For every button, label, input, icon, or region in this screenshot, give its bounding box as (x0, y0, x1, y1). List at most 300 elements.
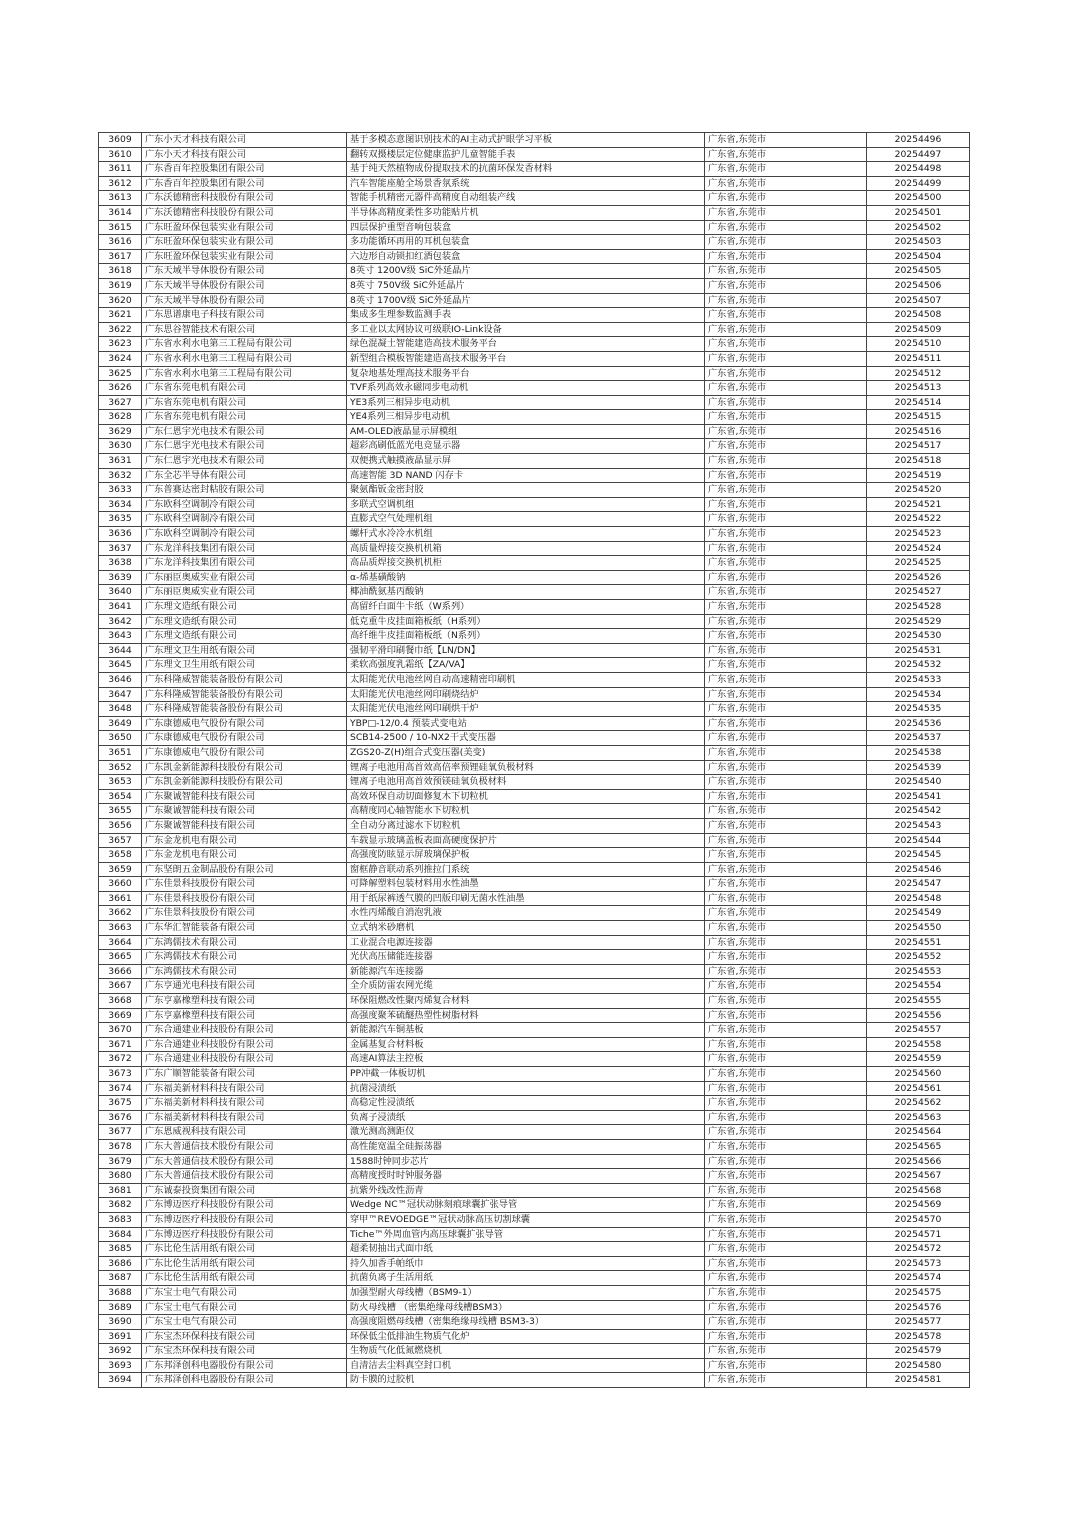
region-cell: 广东省,东莞市 (705, 614, 867, 629)
company-name-cell: 广东全芯半导体有限公司 (142, 468, 347, 483)
table-row (99, 891, 970, 906)
table-row (99, 483, 970, 498)
product-name-cell: 高留纤白面牛卡纸（W系列） (347, 600, 705, 615)
company-name-cell: 广东旺盈环保包装实业有限公司 (142, 220, 347, 235)
region-cell: 广东省,东莞市 (705, 424, 867, 439)
region-cell: 广东省,东莞市 (705, 1139, 867, 1154)
company-name-cell: 广东福美新材料科技有限公司 (142, 1110, 347, 1125)
product-name-cell: 复杂地基处理高技术服务平台 (347, 366, 705, 381)
table-row (99, 906, 970, 921)
company-name-cell: 广东鸿儒技术有限公司 (142, 935, 347, 950)
region-cell: 广东省,东莞市 (705, 541, 867, 556)
code-cell: 20254577 (867, 1315, 970, 1330)
serial-number-cell: 3633 (99, 483, 142, 498)
region-cell: 广东省,东莞市 (705, 1067, 867, 1082)
serial-number-cell: 3616 (99, 235, 142, 250)
region-cell: 广东省,东莞市 (705, 760, 867, 775)
product-name-cell: 8英寸 1700V级 SiC外延晶片 (347, 293, 705, 308)
product-name-cell: 六边形自动锁扣红酒包装盒 (347, 249, 705, 264)
serial-number-cell: 3675 (99, 1096, 142, 1111)
product-name-cell: 锂离子电池用高首效高倍率预锂硅氧负极材料 (347, 760, 705, 775)
table-row (99, 468, 970, 483)
code-cell: 20254554 (867, 979, 970, 994)
region-cell: 广东省,东莞市 (705, 1169, 867, 1184)
code-cell: 20254536 (867, 716, 970, 731)
product-name-cell: 高效环保自动切面修复木下切粒机 (347, 789, 705, 804)
company-name-cell: 广东恩威视科技有限公司 (142, 1125, 347, 1140)
region-cell: 广东省,东莞市 (705, 147, 867, 162)
company-name-cell: 广东省东莞电机有限公司 (142, 395, 347, 410)
region-cell: 广东省,东莞市 (705, 789, 867, 804)
code-cell: 20254550 (867, 921, 970, 936)
company-name-cell: 广东大普通信技术股份有限公司 (142, 1154, 347, 1169)
serial-number-cell: 3680 (99, 1169, 142, 1184)
table-row (99, 381, 970, 396)
product-name-cell: 低克重牛皮挂面箱板纸（H系列） (347, 614, 705, 629)
table-row (99, 1139, 970, 1154)
table-row (99, 439, 970, 454)
region-cell: 广东省,东莞市 (705, 1344, 867, 1359)
product-name-cell: 用于纸尿裤透气膜的凹版印刷无菌水性油墨 (347, 891, 705, 906)
region-cell: 广东省,东莞市 (705, 702, 867, 717)
product-name-cell: 太阳能光伏电池丝网自动高速精密印刷机 (347, 672, 705, 687)
product-name-cell: 1588时钟同步芯片 (347, 1154, 705, 1169)
region-cell: 广东省,东莞市 (705, 1183, 867, 1198)
company-name-cell: 广东普赛达密封粘胶有限公司 (142, 483, 347, 498)
table-row (99, 672, 970, 687)
region-cell: 广东省,东莞市 (705, 1227, 867, 1242)
product-name-cell: PP冲截一体板切机 (347, 1067, 705, 1082)
table-row (99, 760, 970, 775)
table-row (99, 264, 970, 279)
region-cell: 广东省,东莞市 (705, 672, 867, 687)
region-cell: 广东省,东莞市 (705, 921, 867, 936)
code-cell: 20254556 (867, 1008, 970, 1023)
company-name-cell: 广东小天才科技有限公司 (142, 133, 347, 148)
company-name-cell: 广东仁恩宇光电技术有限公司 (142, 424, 347, 439)
company-name-cell: 广东欧科空调制冷有限公司 (142, 512, 347, 527)
code-cell: 20254558 (867, 1037, 970, 1052)
table-row (99, 366, 970, 381)
code-cell: 20254541 (867, 789, 970, 804)
code-cell: 20254518 (867, 454, 970, 469)
product-name-cell: 金属基复合材料板 (347, 1037, 705, 1052)
serial-number-cell: 3656 (99, 818, 142, 833)
product-name-cell: 高精度同心轴智能水下切粒机 (347, 804, 705, 819)
code-cell: 20254539 (867, 760, 970, 775)
table-row (99, 570, 970, 585)
product-name-cell: 立式纳米砂磨机 (347, 921, 705, 936)
product-name-cell: 智能手机精密元器件高精度自动组装产线 (347, 191, 705, 206)
serial-number-cell: 3669 (99, 1008, 142, 1023)
table-row (99, 979, 970, 994)
serial-number-cell: 3691 (99, 1329, 142, 1344)
serial-number-cell: 3615 (99, 220, 142, 235)
code-cell: 20254579 (867, 1344, 970, 1359)
table-row (99, 1154, 970, 1169)
code-cell: 20254496 (867, 133, 970, 148)
company-name-cell: 广东聚诚智能科技有限公司 (142, 789, 347, 804)
company-name-cell: 广东宝士电气有限公司 (142, 1300, 347, 1315)
product-name-cell: 高强度聚苯硫醚热塑性树脂材料 (347, 1008, 705, 1023)
code-cell: 20254569 (867, 1198, 970, 1213)
table-row (99, 454, 970, 469)
serial-number-cell: 3688 (99, 1285, 142, 1300)
product-name-cell: 高稳定性浸渍纸 (347, 1096, 705, 1111)
serial-number-cell: 3686 (99, 1256, 142, 1271)
product-name-cell: 可降解塑料包装材料用水性油墨 (347, 877, 705, 892)
table-row (99, 1242, 970, 1257)
product-name-cell: 翻转双摄楼层定位健康监护儿童智能手表 (347, 147, 705, 162)
company-name-cell: 广东聚诚智能科技有限公司 (142, 804, 347, 819)
serial-number-cell: 3678 (99, 1139, 142, 1154)
code-cell: 20254503 (867, 235, 970, 250)
table-row (99, 497, 970, 512)
product-name-cell: 太阳能光伏电池丝网印刷烘干炉 (347, 702, 705, 717)
table-body (99, 133, 970, 1388)
product-name-cell: 工业混合电源连接器 (347, 935, 705, 950)
product-name-cell: 双便携式触摸液晶显示屏 (347, 454, 705, 469)
serial-number-cell: 3672 (99, 1052, 142, 1067)
serial-number-cell: 3611 (99, 162, 142, 177)
code-cell: 20254531 (867, 643, 970, 658)
code-cell: 20254500 (867, 191, 970, 206)
company-name-cell: 广东理文造纸有限公司 (142, 600, 347, 615)
table-row (99, 1300, 970, 1315)
serial-number-cell: 3670 (99, 1023, 142, 1038)
company-name-cell: 广东合通建业科技股份有限公司 (142, 1052, 347, 1067)
product-name-cell: 全介质防雷农网光缆 (347, 979, 705, 994)
region-cell: 广东省,东莞市 (705, 1037, 867, 1052)
serial-number-cell: 3629 (99, 424, 142, 439)
code-cell: 20254498 (867, 162, 970, 177)
table-row (99, 322, 970, 337)
serial-number-cell: 3642 (99, 614, 142, 629)
code-cell: 20254559 (867, 1052, 970, 1067)
table-row (99, 818, 970, 833)
product-name-cell: 全自动分离过滤水下切粒机 (347, 818, 705, 833)
serial-number-cell: 3610 (99, 147, 142, 162)
serial-number-cell: 3622 (99, 322, 142, 337)
table-row (99, 614, 970, 629)
table-row (99, 1067, 970, 1082)
product-name-cell: 超柔韧抽出式面巾纸 (347, 1242, 705, 1257)
serial-number-cell: 3617 (99, 249, 142, 264)
company-name-cell: 广东金龙机电有限公司 (142, 848, 347, 863)
product-name-cell: 抗紫外线改性沥青 (347, 1183, 705, 1198)
code-cell: 20254571 (867, 1227, 970, 1242)
company-name-cell: 广东广顺智能装备有限公司 (142, 1067, 347, 1082)
company-name-cell: 广东丽臣奥威实业有限公司 (142, 585, 347, 600)
serial-number-cell: 3663 (99, 921, 142, 936)
table-row (99, 804, 970, 819)
table-row (99, 176, 970, 191)
serial-number-cell: 3636 (99, 527, 142, 542)
serial-number-cell: 3694 (99, 1373, 142, 1388)
serial-number-cell: 3673 (99, 1067, 142, 1082)
region-cell: 广东省,东莞市 (705, 716, 867, 731)
code-cell: 20254528 (867, 600, 970, 615)
serial-number-cell: 3660 (99, 877, 142, 892)
table-row (99, 527, 970, 542)
product-name-cell: 生物质气化低氮燃烧机 (347, 1344, 705, 1359)
company-name-cell: 广东博迈医疗科技股份有限公司 (142, 1227, 347, 1242)
code-cell: 20254580 (867, 1358, 970, 1373)
serial-number-cell: 3637 (99, 541, 142, 556)
serial-number-cell: 3626 (99, 381, 142, 396)
company-name-cell: 广东博迈医疗科技股份有限公司 (142, 1212, 347, 1227)
serial-number-cell: 3646 (99, 672, 142, 687)
region-cell: 广东省,东莞市 (705, 585, 867, 600)
serial-number-cell: 3668 (99, 994, 142, 1009)
code-cell: 20254521 (867, 497, 970, 512)
region-cell: 广东省,东莞市 (705, 454, 867, 469)
region-cell: 广东省,东莞市 (705, 950, 867, 965)
serial-number-cell: 3639 (99, 570, 142, 585)
region-cell: 广东省,东莞市 (705, 220, 867, 235)
company-name-cell: 广东宝杰环保科技有限公司 (142, 1344, 347, 1359)
region-cell: 广东省,东莞市 (705, 1023, 867, 1038)
code-cell: 20254551 (867, 935, 970, 950)
table-row (99, 1358, 970, 1373)
region-cell: 广东省,东莞市 (705, 191, 867, 206)
company-name-cell: 广东理文造纸有限公司 (142, 629, 347, 644)
product-name-cell: 环保阻燃改性聚丙烯复合材料 (347, 994, 705, 1009)
serial-number-cell: 3632 (99, 468, 142, 483)
serial-number-cell: 3619 (99, 278, 142, 293)
region-cell: 广东省,东莞市 (705, 308, 867, 323)
region-cell: 广东省,东莞市 (705, 133, 867, 148)
code-cell: 20254499 (867, 176, 970, 191)
region-cell: 广东省,东莞市 (705, 1315, 867, 1330)
region-cell: 广东省,东莞市 (705, 337, 867, 352)
serial-number-cell: 3631 (99, 454, 142, 469)
table-row (99, 1096, 970, 1111)
table-row (99, 220, 970, 235)
region-cell: 广东省,东莞市 (705, 1373, 867, 1388)
table-row (99, 351, 970, 366)
region-cell: 广东省,东莞市 (705, 1271, 867, 1286)
region-cell: 广东省,东莞市 (705, 1256, 867, 1271)
product-name-cell: 车载显示玻璃盖板表面高硬度保护片 (347, 833, 705, 848)
serial-number-cell: 3683 (99, 1212, 142, 1227)
table-row (99, 629, 970, 644)
code-cell: 20254567 (867, 1169, 970, 1184)
product-name-cell: 防卡膜的过胶机 (347, 1373, 705, 1388)
code-cell: 20254526 (867, 570, 970, 585)
product-name-cell: 锂离子电池用高首效预镁硅氧负极材料 (347, 775, 705, 790)
serial-number-cell: 3647 (99, 687, 142, 702)
region-cell: 广东省,东莞市 (705, 410, 867, 425)
company-name-cell: 广东天域半导体股份有限公司 (142, 264, 347, 279)
company-name-cell: 广东宝士电气有限公司 (142, 1285, 347, 1300)
code-cell: 20254504 (867, 249, 970, 264)
code-cell: 20254570 (867, 1212, 970, 1227)
region-cell: 广东省,东莞市 (705, 468, 867, 483)
serial-number-cell: 3667 (99, 979, 142, 994)
product-name-cell: 半导体高精度柔性多功能贴片机 (347, 205, 705, 220)
table-row (99, 1008, 970, 1023)
company-name-cell: 广东佳景科技股份有限公司 (142, 906, 347, 921)
product-name-cell: 多联式空调机组 (347, 497, 705, 512)
region-cell: 广东省,东莞市 (705, 1212, 867, 1227)
table-row (99, 775, 970, 790)
table-row (99, 205, 970, 220)
region-cell: 广东省,东莞市 (705, 643, 867, 658)
region-cell: 广东省,东莞市 (705, 629, 867, 644)
company-name-cell: 广东省水利水电第三工程局有限公司 (142, 337, 347, 352)
serial-number-cell: 3620 (99, 293, 142, 308)
region-cell: 广东省,东莞市 (705, 351, 867, 366)
company-name-cell: 广东凯金新能源科技股份有限公司 (142, 775, 347, 790)
product-name-cell: 太阳能光伏电池丝网印刷烧结炉 (347, 687, 705, 702)
product-name-cell: 新能源汽车连接器 (347, 964, 705, 979)
serial-number-cell: 3640 (99, 585, 142, 600)
product-name-cell: 新能源汽车铜基板 (347, 1023, 705, 1038)
region-cell: 广东省,东莞市 (705, 1081, 867, 1096)
region-cell: 广东省,东莞市 (705, 745, 867, 760)
company-name-cell: 广东康德威电气股份有限公司 (142, 716, 347, 731)
product-name-cell: 8英寸 1200V级 SiC外延晶片 (347, 264, 705, 279)
product-name-cell: 防火母线槽 （密集绝缘母线槽BSM3） (347, 1300, 705, 1315)
serial-number-cell: 3657 (99, 833, 142, 848)
company-name-cell: 广东香百年控股集团有限公司 (142, 162, 347, 177)
company-name-cell: 广东理文造纸有限公司 (142, 614, 347, 629)
table-row (99, 191, 970, 206)
table-row (99, 1169, 970, 1184)
table-row (99, 716, 970, 731)
company-name-cell: 广东亨嘉橡塑科技有限公司 (142, 994, 347, 1009)
serial-number-cell: 3630 (99, 439, 142, 454)
table-row (99, 541, 970, 556)
table-row (99, 512, 970, 527)
product-name-cell: YE4系列三相异步电动机 (347, 410, 705, 425)
serial-number-cell: 3659 (99, 862, 142, 877)
code-cell: 20254501 (867, 205, 970, 220)
product-name-cell: 高强度阻燃母线槽（密集绝缘母线槽 BSM3-3） (347, 1315, 705, 1330)
serial-number-cell: 3689 (99, 1300, 142, 1315)
region-cell: 广东省,东莞市 (705, 570, 867, 585)
product-name-cell: 四层保护重型音响包装盒 (347, 220, 705, 235)
region-cell: 广东省,东莞市 (705, 979, 867, 994)
product-name-cell: SCB14-2500 / 10-NX2干式变压器 (347, 731, 705, 746)
table-row (99, 1081, 970, 1096)
company-name-cell: 广东理文卫生用纸有限公司 (142, 658, 347, 673)
company-name-cell: 广东小天才科技有限公司 (142, 147, 347, 162)
code-cell: 20254564 (867, 1125, 970, 1140)
region-cell: 广东省,东莞市 (705, 848, 867, 863)
company-name-cell: 广东福美新材料科技有限公司 (142, 1096, 347, 1111)
region-cell: 广东省,东莞市 (705, 658, 867, 673)
product-name-cell: 高质量焊接交换机机箱 (347, 541, 705, 556)
serial-number-cell: 3674 (99, 1081, 142, 1096)
region-cell: 广东省,东莞市 (705, 381, 867, 396)
table-row (99, 789, 970, 804)
serial-number-cell: 3641 (99, 600, 142, 615)
code-cell: 20254515 (867, 410, 970, 425)
product-name-cell: 激光测高测距仪 (347, 1125, 705, 1140)
serial-number-cell: 3648 (99, 702, 142, 717)
code-cell: 20254523 (867, 527, 970, 542)
company-name-cell: 广东旺盈环保包装实业有限公司 (142, 249, 347, 264)
product-name-cell: Wedge NC™冠状动脉刻痕球囊扩张导管 (347, 1198, 705, 1213)
product-name-cell: ZGS20-Z(H)组合式变压器(美变) (347, 745, 705, 760)
table-row (99, 833, 970, 848)
code-cell: 20254535 (867, 702, 970, 717)
company-name-cell: 广东省东莞电机有限公司 (142, 410, 347, 425)
product-name-cell: 高速智能 3D NAND 闪存卡 (347, 468, 705, 483)
serial-number-cell: 3625 (99, 366, 142, 381)
company-name-cell: 广东博迈医疗科技股份有限公司 (142, 1198, 347, 1213)
code-cell: 20254506 (867, 278, 970, 293)
table-row (99, 1125, 970, 1140)
table-row (99, 1315, 970, 1330)
serial-number-cell: 3638 (99, 556, 142, 571)
region-cell: 广东省,东莞市 (705, 687, 867, 702)
code-cell: 20254538 (867, 745, 970, 760)
region-cell: 广东省,东莞市 (705, 205, 867, 220)
region-cell: 广东省,东莞市 (705, 964, 867, 979)
region-cell: 广东省,东莞市 (705, 512, 867, 527)
table-row (99, 395, 970, 410)
code-cell: 20254505 (867, 264, 970, 279)
code-cell: 20254530 (867, 629, 970, 644)
table-row (99, 249, 970, 264)
product-name-cell: YE3系列三相异步电动机 (347, 395, 705, 410)
code-cell: 20254568 (867, 1183, 970, 1198)
code-cell: 20254540 (867, 775, 970, 790)
table-row (99, 1329, 970, 1344)
serial-number-cell: 3690 (99, 1315, 142, 1330)
serial-number-cell: 3693 (99, 1358, 142, 1373)
region-cell: 广东省,东莞市 (705, 1198, 867, 1213)
region-cell: 广东省,东莞市 (705, 556, 867, 571)
code-cell: 20254549 (867, 906, 970, 921)
product-name-cell: 基于纯天然植物成份提取技术的抗菌环保发香材料 (347, 162, 705, 177)
company-name-cell: 广东福美新材料科技有限公司 (142, 1081, 347, 1096)
product-name-cell: 光伏高压储能连接器 (347, 950, 705, 965)
serial-number-cell: 3652 (99, 760, 142, 775)
company-name-cell: 广东合通建业科技股份有限公司 (142, 1023, 347, 1038)
product-name-cell: 高精度授时时钟服务器 (347, 1169, 705, 1184)
region-cell: 广东省,东莞市 (705, 1358, 867, 1373)
product-name-cell: 强韧平滑印刷餐巾纸【LN/DN】 (347, 643, 705, 658)
product-name-cell: Tiche™外周血管内高压球囊扩张导管 (347, 1227, 705, 1242)
product-name-cell: 8英寸 750V级 SiC外延晶片 (347, 278, 705, 293)
company-name-cell: 广东思谷智能技术有限公司 (142, 322, 347, 337)
table-row (99, 1212, 970, 1227)
company-name-cell: 广东科隆威智能装备股份有限公司 (142, 672, 347, 687)
company-name-cell: 广东天域半导体股份有限公司 (142, 293, 347, 308)
code-cell: 20254563 (867, 1110, 970, 1125)
region-cell: 广东省,东莞市 (705, 1285, 867, 1300)
code-cell: 20254543 (867, 818, 970, 833)
table-row (99, 745, 970, 760)
serial-number-cell: 3614 (99, 205, 142, 220)
code-cell: 20254561 (867, 1081, 970, 1096)
serial-number-cell: 3658 (99, 848, 142, 863)
company-name-cell: 广东丽臣奥威实业有限公司 (142, 570, 347, 585)
company-name-cell: 广东思谱康电子科技有限公司 (142, 308, 347, 323)
region-cell: 广东省,东莞市 (705, 818, 867, 833)
company-name-cell: 广东比伦生活用纸有限公司 (142, 1271, 347, 1286)
company-name-cell: 广东合通建业科技股份有限公司 (142, 1037, 347, 1052)
company-name-cell: 广东理文卫生用纸有限公司 (142, 643, 347, 658)
code-cell: 20254537 (867, 731, 970, 746)
table-row (99, 147, 970, 162)
product-name-cell: 柔软高强度乳霜纸【ZA/VA】 (347, 658, 705, 673)
code-cell: 20254573 (867, 1256, 970, 1271)
